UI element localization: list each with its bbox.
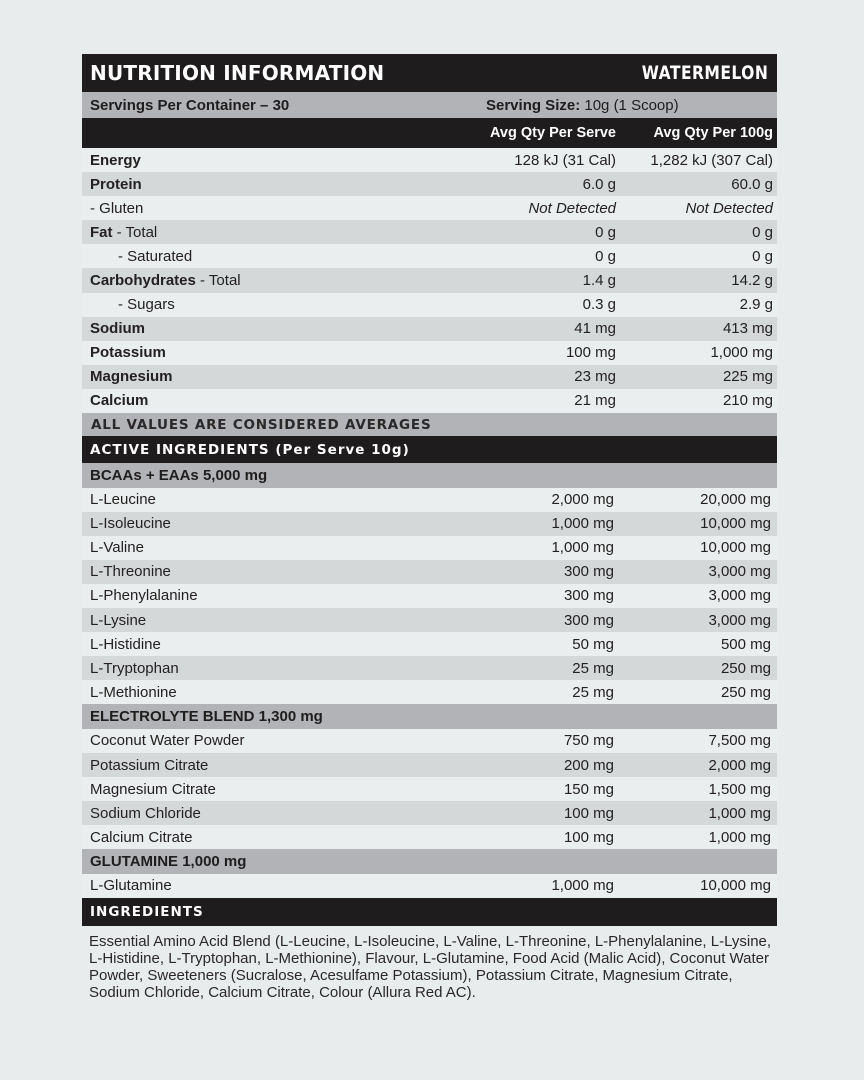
nutrient-name: - Gluten [90,199,144,217]
flavour-label: WATERMELON [641,62,768,84]
ingredient-row [82,560,777,584]
ingredient-row [82,753,777,777]
nutrition-row-calcium [82,389,777,413]
per-100g-value: 1,000 mg [708,828,771,846]
per-serve-value: 150 mg [563,780,614,798]
ingredient-row [82,777,777,801]
group-header-glutamine: GLUTAMINE 1,000 mg [82,849,777,874]
group-header-bcaa: BCAAs + EAAs 5,000 mg [82,463,777,488]
per-100g-value: Not Detected [685,199,773,217]
ingredient-name: Potassium Citrate [90,756,209,774]
per-100g-value: 7,500 mg [708,732,771,750]
title-bar [82,54,777,92]
per-100g-value: 10,000 mg [700,515,771,533]
per-serve-value: 1,000 mg [551,877,614,895]
ingredient-name: L-Tryptophan [90,659,179,677]
active-ingredients-header: ACTIVE INGREDIENTS (Per Serve 10g) [82,436,777,463]
column-header-per-serve: Avg Qty Per Serve [490,125,616,141]
ingredient-name: L-Phenylalanine [90,587,198,605]
nutrition-row-sugars [82,293,777,317]
serving-size [486,97,679,114]
per-serve-value: 300 mg [563,563,614,581]
per-100g-value: 2.9 g [739,296,773,314]
per-serve-value: 41 mg [574,320,616,338]
nutrition-row-energy [82,148,777,172]
per-serve-value: 21 mg [574,392,616,410]
ingredient-row [82,680,777,704]
nutrient-name: Potassium [90,344,166,362]
per-serve-value: 2,000 mg [551,491,614,509]
ingredient-row [82,825,777,849]
ingredient-name: Calcium Citrate [90,828,193,846]
ingredient-row [82,608,777,632]
ingredient-row [82,584,777,608]
per-100g-value: 3,000 mg [708,611,771,629]
per-100g-value: 20,000 mg [700,491,771,509]
per-100g-value: 250 mg [720,683,771,701]
nutrition-row-carbohydrates [82,268,777,292]
per-serve-value: Not Detected [528,199,616,217]
per-serve-value: 128 kJ (31 Cal) [514,151,616,169]
ingredients-list-text: Essential Amino Acid Blend (L-Leucine, L-Isoleucine, L-Valine, L-Threonine, L-Phenylalanine, L-Lysine, L-Histidine, L-Tryptophan, L-Methionine), Flavour, L-Glutamine, Food Acid (Malic Acid), Coconut Water Powder, Sweeteners (Sucralose, Acesulfame Potassium), Potassium Citrate, Magnesium Citrate, Sodium Chloride, Calcium Citrate, Colour (Allura Red AC). [89,932,772,1001]
column-header-row [82,118,777,148]
per-100g-value: 225 mg [722,368,773,386]
per-100g-value: 10,000 mg [700,539,771,557]
serving-size-label: Serving Size: [486,96,581,114]
ingredient-name: L-Valine [90,539,144,557]
ingredient-name: L-Methionine [90,683,177,701]
ingredient-name: L-Leucine [90,491,156,509]
per-100g-value: 3,000 mg [708,587,771,605]
per-100g-value: 3,000 mg [708,563,771,581]
per-serve-value: 6.0 g [582,175,616,193]
per-100g-value: 60.0 g [731,175,773,193]
column-header-per-100g: Avg Qty Per 100g [653,125,773,141]
serving-info-bar [82,92,777,118]
ingredient-row [82,729,777,753]
per-serve-value: 23 mg [574,368,616,386]
group-header-electrolyte: ELECTROLYTE BLEND 1,300 mg [82,704,777,729]
nutrition-row-sodium [82,317,777,341]
ingredient-row [82,632,777,656]
averages-note: ALL VALUES ARE CONSIDERED AVERAGES [82,413,777,436]
nutrient-name: Magnesium [90,368,173,386]
per-100g-value: 1,000 mg [710,344,773,362]
nutrition-row-protein [82,172,777,196]
per-serve-value: 100 mg [563,804,614,822]
nutrition-row-fat-total [82,220,777,244]
ingredient-row [82,536,777,560]
ingredient-name: L-Histidine [90,635,161,653]
per-serve-value: 25 mg [572,659,614,677]
ingredient-name: L-Threonine [90,563,171,581]
nutrient-name: Protein [90,175,142,193]
ingredient-row [82,488,777,512]
per-100g-value: 10,000 mg [700,877,771,895]
per-100g-value: 1,282 kJ (307 Cal) [650,151,773,169]
per-100g-value: 2,000 mg [708,756,771,774]
per-serve-value: 100 mg [563,828,614,846]
nutrient-name: Sodium [90,320,145,338]
nutrient-name: Carbohydrates - Total [90,272,241,290]
nutrition-row-gluten [82,196,777,220]
per-100g-value: 1,000 mg [708,804,771,822]
per-serve-value: 100 mg [565,344,616,362]
ingredient-name: L-Isoleucine [90,515,171,533]
nutrition-panel [82,54,777,1001]
ingredient-row [82,656,777,680]
nutrient-name: Fat - Total [90,223,158,241]
per-100g-value: 14.2 g [731,272,773,290]
per-serve-value: 300 mg [563,587,614,605]
per-100g-value: 0 g [752,247,773,265]
per-serve-value: 0 g [595,223,616,241]
per-serve-value: 25 mg [572,683,614,701]
ingredient-row [82,512,777,536]
ingredient-name: Sodium Chloride [90,804,201,822]
ingredient-row [82,874,777,898]
per-100g-value: 1,500 mg [708,780,771,798]
per-100g-value: 500 mg [720,635,771,653]
per-100g-value: 210 mg [722,392,773,410]
nutrition-row-potassium [82,341,777,365]
nutrient-name: - Sugars [118,296,175,314]
per-serve-value: 200 mg [563,756,614,774]
per-serve-value: 1.4 g [582,272,616,290]
per-serve-value: 0 g [595,247,616,265]
serving-size-value: 10g (1 Scoop) [580,96,679,114]
per-serve-value: 750 mg [563,732,614,750]
per-100g-value: 413 mg [722,320,773,338]
servings-per-container: Servings Per Container – 30 [90,96,290,114]
nutrient-name: - Saturated [118,247,193,265]
ingredient-name: L-Glutamine [90,877,172,895]
nutrient-name: Calcium [90,392,149,410]
ingredient-name: Magnesium Citrate [90,780,216,798]
ingredient-row [82,801,777,825]
ingredient-name: L-Lysine [90,611,147,629]
per-serve-value: 300 mg [563,611,614,629]
ingredients-header: INGREDIENTS [82,898,777,926]
panel-title: NUTRITION INFORMATION [90,61,385,85]
per-serve-value: 50 mg [572,635,614,653]
nutrition-row-magnesium [82,365,777,389]
nutrition-row-saturated [82,244,777,268]
ingredient-name: Coconut Water Powder [90,732,245,750]
nutrient-name: Energy [90,151,141,169]
per-100g-value: 250 mg [720,659,771,677]
per-serve-value: 1,000 mg [551,515,614,533]
per-100g-value: 0 g [752,223,773,241]
per-serve-value: 0.3 g [582,296,616,314]
per-serve-value: 1,000 mg [551,539,614,557]
